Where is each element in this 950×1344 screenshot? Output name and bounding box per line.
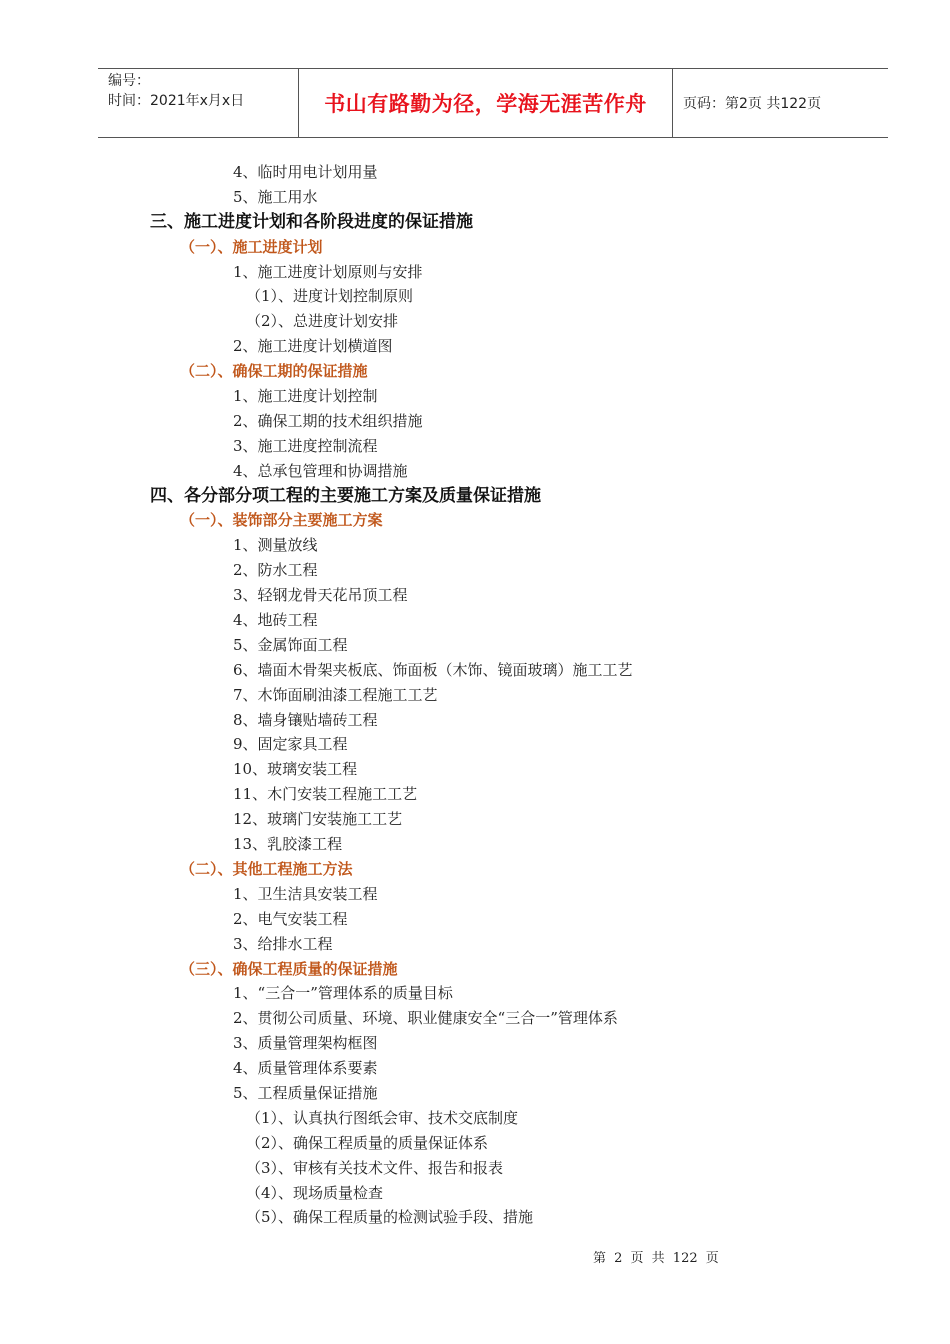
toc-subitem: （2）、确保工程质量的质量保证体系: [246, 1133, 489, 1152]
toc-item: 1、施工进度计划原则与安排: [233, 262, 423, 281]
toc-item: 2、施工进度计划横道图: [233, 337, 393, 356]
toc-item: 3、给排水工程: [233, 934, 333, 953]
page-footer: 第 2 页 共 122 页: [593, 1251, 719, 1266]
toc-item: 1、施工进度计划控制: [233, 387, 378, 406]
header-page-label: 页码：第2页 共122页: [683, 96, 822, 112]
toc-subitem: （1）、进度计划控制原则: [246, 287, 414, 306]
toc-subitem: （3）、审核有关技术文件、报告和报表: [246, 1158, 504, 1177]
toc-item: 1、测量放线: [233, 536, 318, 555]
toc-item: 13、乳胶漆工程: [233, 835, 343, 854]
toc-item: 2、防水工程: [233, 561, 318, 580]
toc-item: 5、金属饰面工程: [233, 635, 348, 654]
header-meta: [98, 69, 299, 137]
page-header: [98, 68, 888, 138]
toc-item: 3、质量管理架构框图: [233, 1034, 378, 1053]
toc-item: 4、临时用电计划用量: [233, 163, 378, 181]
header-motto: 书山有路勤为径，学海无涯苦作舟: [299, 69, 673, 137]
toc-item: 2、贯彻公司质量、环境、职业健康安全“三合一”管理体系: [233, 1009, 618, 1028]
toc-item: 8、墙身镶贴墙砖工程: [233, 710, 378, 729]
toc-item: 4、总承包管理和协调措施: [233, 461, 408, 480]
toc-item: 9、固定家具工程: [233, 735, 348, 754]
toc-subsection-heading: （一）、装饰部分主要施工方案: [180, 511, 383, 530]
toc-item: 5、工程质量保证措施: [233, 1083, 378, 1102]
toc-item: 4、质量管理体系要素: [233, 1059, 378, 1078]
toc-item: 5、施工用水: [233, 187, 318, 206]
document-date-label: 时间：2021年x月x日: [108, 93, 245, 109]
toc-item: 2、确保工期的技术组织措施: [233, 411, 423, 430]
toc-subsection-heading: （二）、确保工期的保证措施: [180, 362, 368, 381]
toc-item: 10、玻璃安装工程: [233, 760, 358, 779]
toc-subitem: （2）、总进度计划安排: [246, 312, 399, 331]
toc-subsection-heading: （三）、确保工程质量的保证措施: [180, 959, 398, 978]
toc-item: 6、墙面木骨架夹板底、饰面板（木饰、镜面玻璃）施工工艺: [233, 660, 633, 679]
document-number-label: 编号：: [108, 73, 150, 89]
toc-subsection-heading: （一）、施工进度计划: [180, 237, 323, 256]
toc-subitem: （4）、现场质量检查: [246, 1183, 384, 1202]
toc-subitem: （1）、认真执行图纸会审、技术交底制度: [246, 1108, 519, 1127]
toc-item: 4、地砖工程: [233, 611, 318, 630]
toc-section-heading: 四、各分部分项工程的主要施工方案及质量保证措施: [150, 485, 541, 506]
toc-item: 3、轻钢龙骨天花吊顶工程: [233, 586, 408, 605]
toc-item: 12、玻璃门安装施工工艺: [233, 810, 403, 829]
toc-item: 11、木门安装工程施工工艺: [233, 785, 418, 804]
toc-subitem: （5）、确保工程质量的检测试验手段、措施: [246, 1208, 534, 1227]
toc-item: 7、木饰面刷油漆工程施工工艺: [233, 685, 438, 704]
toc-item: 2、电气安装工程: [233, 909, 348, 928]
toc-item: 1、“三合一”管理体系的质量目标: [233, 984, 453, 1003]
table-of-contents: [0, 160, 950, 1230]
toc-subsection-heading: （二）、其他工程施工方法: [180, 859, 353, 878]
toc-item: 1、卫生洁具安装工程: [233, 884, 378, 903]
toc-section-heading: 三、施工进度计划和各阶段进度的保证措施: [150, 211, 473, 232]
toc-item: 3、施工进度控制流程: [233, 436, 378, 455]
